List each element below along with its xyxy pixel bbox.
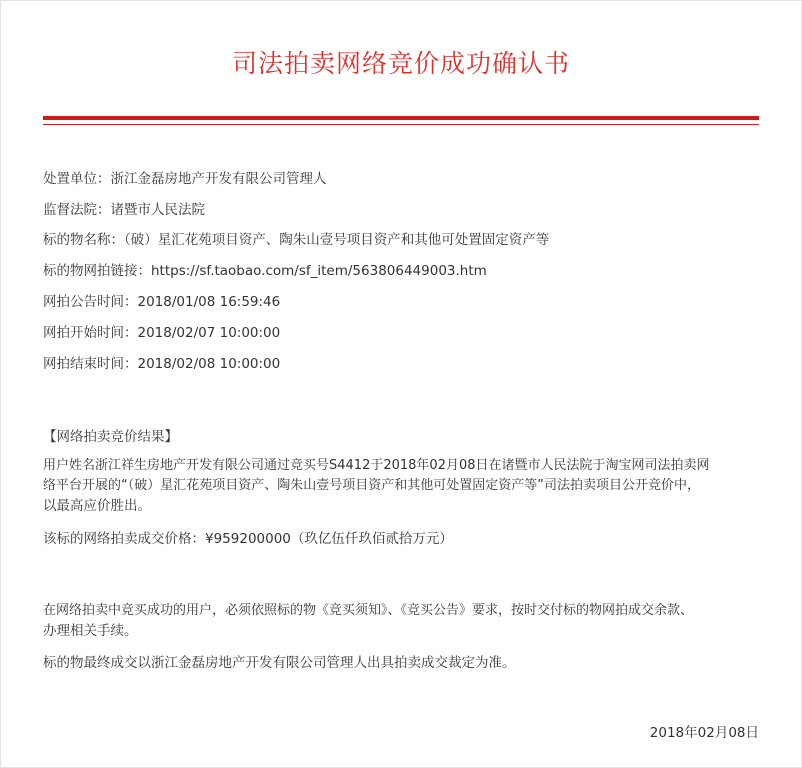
subject-name: 标的物名称：（破）星汇花苑项目资产、陶朱山壹号项目资产和其他可处置固定资产等 [43, 232, 550, 248]
notice-paragraph-line-2: 办理相关手续。 [43, 623, 138, 639]
final-note: 标的物最终成交以浙江金磊房地产开发有限公司管理人出具拍卖成交裁定为准。 [43, 655, 516, 671]
result-paragraph-line-3: 以最高应价胜出。 [43, 498, 151, 514]
notice-paragraph-line-1: 在网络拍卖中竞买成功的用户，必须依照标的物《竞买须知》、《竞买公告》要求，按时交付标的物网拍成交余款、 [43, 603, 694, 618]
result-heading: 【网络拍卖竞价结果】 [43, 429, 178, 445]
supervising-court: 监督法院：诸暨市人民法院 [43, 202, 205, 218]
document-title: 司法拍卖网络竞价成功确认书 [231, 49, 570, 78]
disposal-unit: 处置单位：浙江金磊房地产开发有限公司管理人 [43, 171, 327, 187]
announcement-time: 网拍公告时间：2018/01/08 16:59:46 [43, 294, 281, 310]
result-paragraph-line-2: 络平台开展的“（破）星汇花苑项目资产、陶朱山壹号项目资产和其他可处置固定资产等”司法拍卖项目公开竞价中， [43, 478, 700, 493]
document-date: 2018年02月08日 [649, 725, 759, 741]
auction-link: 标的物网拍链接：https://sf.taobao.com/sf_item/563806449003.htm [43, 263, 487, 279]
title-divider-thin [43, 124, 759, 125]
title-divider-thick [43, 116, 759, 120]
end-time: 网拍结束时间：2018/02/08 10:00:00 [43, 356, 281, 372]
transaction-price: 该标的网络拍卖成交价格：¥959200000（玖亿伍仟玖佰贰拾万元） [43, 531, 453, 547]
start-time: 网拍开始时间：2018/02/07 10:00:00 [43, 325, 281, 341]
result-paragraph-line-1: 用户姓名浙江祥生房地产开发有限公司通过竞买号S4412于2018年02月08日在诸暨市人民法院于淘宝网司法拍卖网 [43, 458, 710, 473]
